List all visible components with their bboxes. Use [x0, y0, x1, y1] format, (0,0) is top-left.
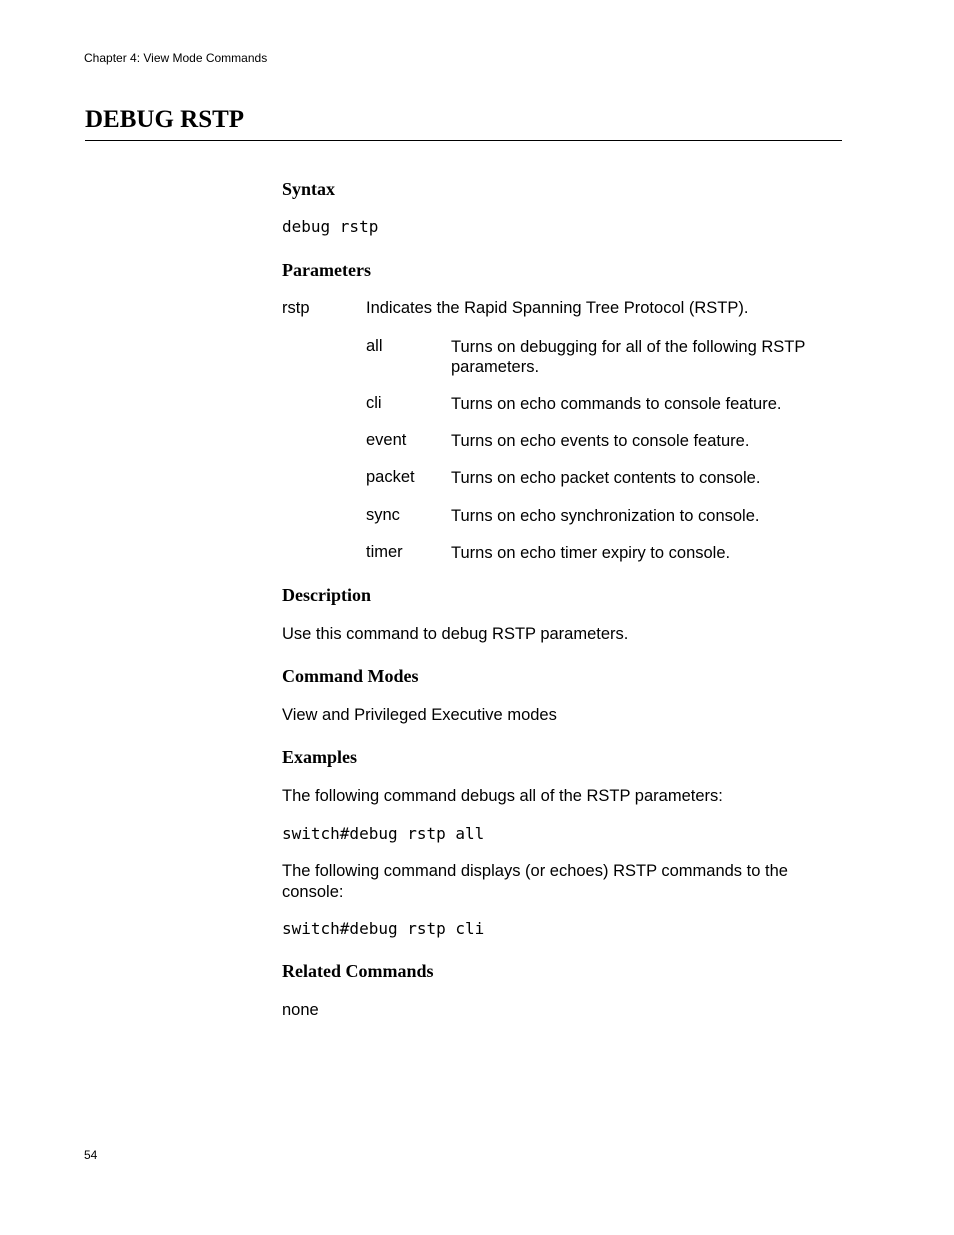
related-commands-text: none — [282, 1001, 319, 1019]
parameter-description: Indicates the Rapid Spanning Tree Protocol (RSTP). — [366, 299, 749, 317]
example-intro: The following command debugs all of the RSTP parameters: — [282, 787, 723, 805]
subparam-desc: Turns on debugging for all of the following RSTP parameters. — [451, 338, 806, 376]
command-modes-text: View and Privileged Executive modes — [282, 706, 557, 724]
title-rule — [85, 140, 842, 141]
syntax-heading: Syntax — [282, 179, 336, 199]
command-modes-heading: Command Modes — [282, 666, 419, 686]
subparam-desc: Turns on echo synchronization to console. — [451, 507, 760, 525]
example-code: switch#debug rstp cli — [282, 919, 485, 938]
related-commands-heading: Related Commands — [282, 961, 434, 981]
subparam-name: cli — [366, 394, 382, 412]
examples-heading: Examples — [282, 747, 358, 767]
example-code: switch#debug rstp all — [282, 824, 485, 843]
subparam-name: packet — [366, 468, 415, 486]
description-heading: Description — [282, 585, 371, 605]
parameter-name: rstp — [282, 299, 310, 317]
subparam-name: sync — [366, 506, 400, 524]
page-number: 54 — [84, 1148, 98, 1162]
running-header: Chapter 4: View Mode Commands — [84, 51, 268, 65]
description-text: Use this command to debug RSTP parameters. — [282, 625, 629, 643]
subparam-desc: Turns on echo packet contents to console. — [451, 469, 761, 487]
parameters-heading: Parameters — [282, 260, 371, 280]
subparam-desc: Turns on echo commands to console feature. — [451, 395, 782, 413]
subparam-name: event — [366, 431, 407, 449]
subparam-desc: Turns on echo timer expiry to console. — [451, 544, 731, 562]
subparam-name: all — [366, 337, 383, 355]
page-title: DEBUG RSTP — [85, 106, 245, 133]
subparam-name: timer — [366, 543, 403, 561]
example-intro: The following command displays (or echoes) RSTP commands to the console: — [282, 862, 788, 901]
subparam-desc: Turns on echo events to console feature. — [451, 432, 750, 450]
syntax-command: debug rstp — [282, 217, 379, 236]
